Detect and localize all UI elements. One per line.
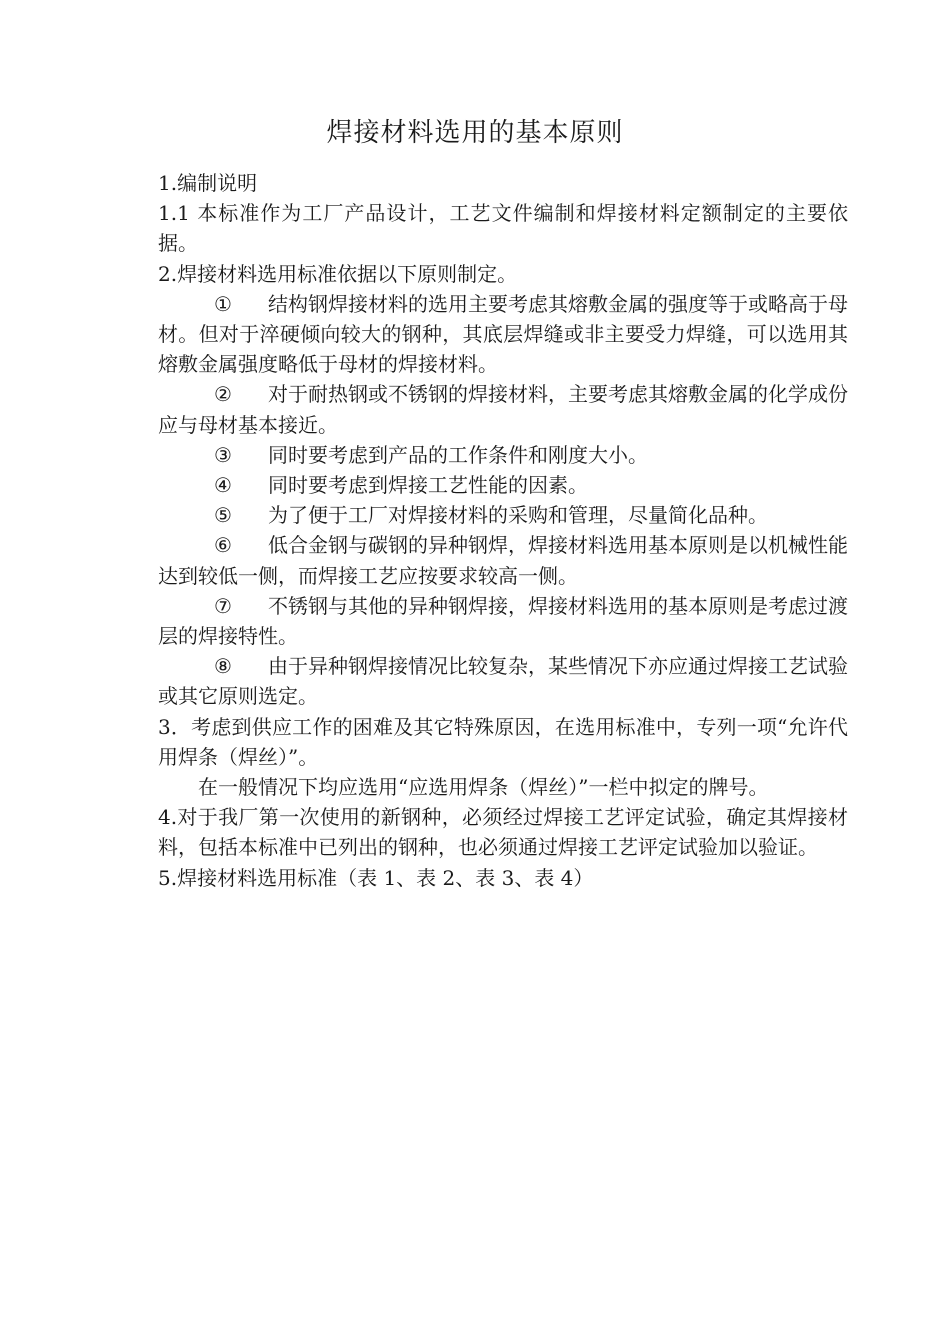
principle-item-2	[158, 379, 848, 439]
section-5-paragraph: 5.焊接材料选用标准（表 1、表 2、表 3、表 4）	[158, 865, 594, 890]
item-number: ②	[214, 382, 232, 407]
principle-item-8	[158, 651, 848, 711]
item-text: 不锈钢与其他的异种钢焊接，焊接材料选用的基本原则是考虑过渡层的焊接特性。	[158, 593, 848, 649]
item-number: ③	[214, 442, 232, 467]
item-text: 同时要考虑到焊接工艺性能的因素。	[268, 473, 588, 498]
principle-item-5	[158, 500, 848, 530]
item-text: 由于异种钢焊接情况比较复杂，某些情况下亦应通过焊接工艺试验或其它原则选定。	[158, 654, 848, 709]
item-text: 对于耐热钢或不锈钢的焊接材料，主要考虑其熔敷金属的化学成份应与母材基本接近。	[158, 382, 848, 437]
section-3-paragraph: 3．考虑到供应工作的困难及其它特殊原因，在选用标准中，专列一项“允许代用焊条（焊丝）”。	[158, 714, 848, 769]
principle-item-1	[158, 289, 848, 380]
principle-item-4	[158, 470, 848, 500]
item-text: 同时要考虑到产品的工作条件和刚度大小。	[268, 442, 648, 467]
item-number: ⑧	[214, 654, 232, 679]
section-3-note: 在一般情况下均应选用“应选用焊条（焊丝）”一栏中拟定的牌号。	[198, 775, 769, 800]
document-body	[158, 168, 848, 893]
item-number: ⑦	[214, 593, 232, 618]
section-4-paragraph: 4.对于我厂第一次使用的新钢种，必须经过焊接工艺评定试验，确定其焊接材料，包括本标准中已列出的钢种，也必须通过焊接工艺评定试验加以验证。	[158, 805, 848, 860]
section-1-heading: 1.编制说明	[158, 171, 258, 195]
item-number: ⑥	[214, 533, 232, 558]
item-number: ①	[214, 291, 232, 316]
item-text: 为了便于工厂对焊接材料的采购和管理，尽量简化品种。	[268, 503, 768, 528]
document-title: 焊接材料选用的基本原则	[326, 118, 624, 148]
section-2-heading: 2.焊接材料选用标准依据以下原则制定。	[158, 261, 518, 286]
principle-item-3	[158, 440, 848, 470]
item-number: ⑤	[214, 503, 232, 528]
section-1-1-paragraph: 1.1 本标准作为工厂产品设计，工艺文件编制和焊接材料定额制定的主要依据。	[158, 201, 848, 256]
item-text: 结构钢焊接材料的选用主要考虑其熔敷金属的强度等于或略高于母材。但对于淬硬倾向较大的钢种，其底层焊缝或非主要受力焊缝，可以选用其熔敷金属强度略低于母材的焊接材料。	[158, 291, 848, 377]
principle-item-7	[158, 591, 848, 651]
item-number: ④	[214, 473, 232, 498]
principle-item-6	[158, 530, 848, 590]
item-text: 低合金钢与碳钢的异种钢焊，焊接材料选用基本原则是以机械性能达到较低一侧，而焊接工艺应按要求较高一侧。	[158, 533, 848, 588]
